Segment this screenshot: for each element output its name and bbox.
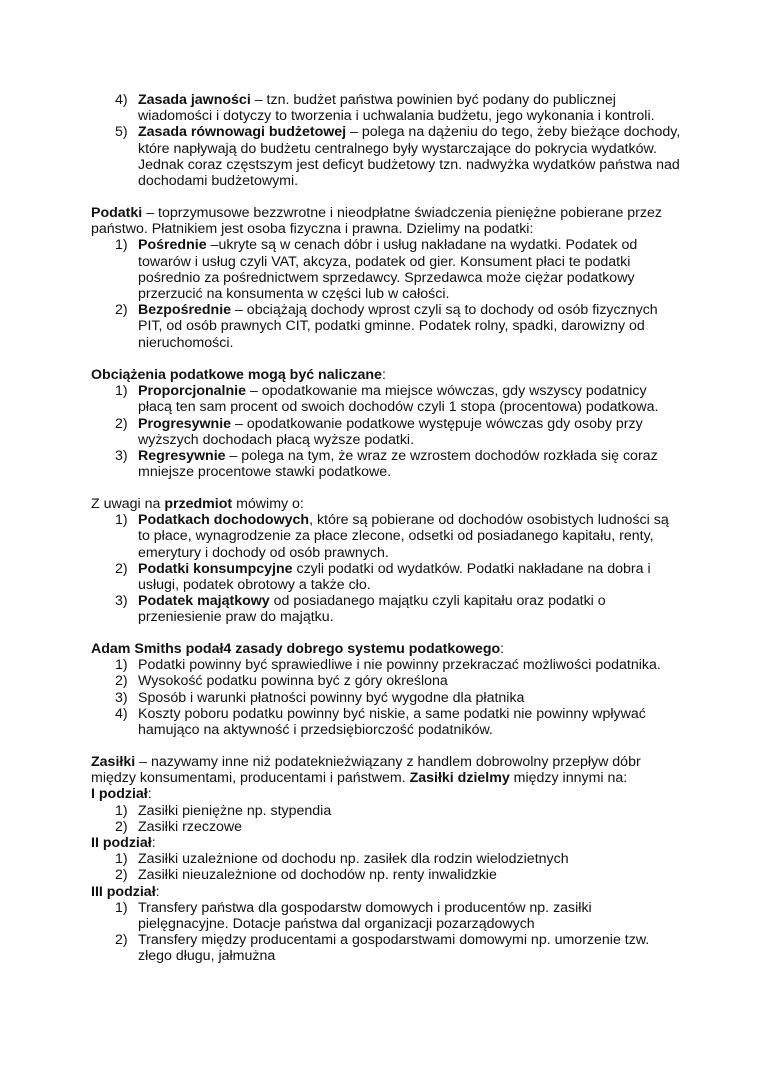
list-text: Wysokość podatku powinna być z góry określona xyxy=(138,673,448,690)
term-description: – polega na dążeniu do tego, żeby bieżące dochody, które napływają do budżetu centralnego były wystarczające do pokrycia wydatków. Jednak coraz częstszym jest deficyt budżetowy tzn. nadwyżka wydatków państwa nad dochodami budżetowymi. xyxy=(138,124,681,190)
tax-burden-section xyxy=(91,367,666,480)
list-number: 1) xyxy=(115,657,128,674)
list-item xyxy=(91,867,661,883)
list-text: Transfery państwa dla gospodarstw domowych i producentów np. zasiłki pielęgnacyjne. Dotacje państwa dal organizacji pozarządowych xyxy=(138,899,592,933)
division-heading xyxy=(91,835,661,851)
subject-term: przedmiot xyxy=(164,496,233,512)
budget-principles-section xyxy=(91,92,681,189)
term-description: – polega na tym, że wraz ze wzrostem dochodów rozkłada się coraz mniejsze procentowe stawki podatkowe. xyxy=(138,448,658,481)
smith-section xyxy=(91,641,671,738)
term-description: – opodatkowanie podatkowe występuje wówczas gdy osoby przy wyższych dochodach płacą wyższe podatki. xyxy=(138,415,643,448)
list-item xyxy=(91,561,676,593)
heading-bold: Adam Smiths podał4 zasady dobrego systemu podatkowego xyxy=(91,641,501,657)
list-number: 2) xyxy=(115,673,128,690)
term-bold: Podatki konsumpcyjne xyxy=(138,560,293,577)
list-item xyxy=(91,657,671,673)
subject-tail: mówimy o: xyxy=(232,496,304,512)
list-number: 3) xyxy=(115,689,128,706)
list-number: 1) xyxy=(115,802,128,819)
term-bold: Zasada jawności xyxy=(138,92,251,108)
list-item xyxy=(91,124,681,189)
term-description: , które są pobierane od dochodów osobistych ludności są to płace, wynagrodzenie za płace zlecone, odsetki od posiadanego kapitału, renty, emerytury i dochody od osób prawnych. xyxy=(138,512,669,561)
division-heading-tail: : xyxy=(147,786,152,803)
division-heading xyxy=(91,884,661,900)
list-item xyxy=(91,593,676,625)
term-bold: Podatkach dochodowych xyxy=(138,512,310,529)
tax-burden-heading xyxy=(91,367,666,383)
division-heading xyxy=(91,786,661,802)
list-item xyxy=(91,706,671,738)
budget-principles-list xyxy=(91,92,681,189)
list-number: 4) xyxy=(115,705,128,722)
smith-list xyxy=(91,657,671,738)
term-description: od posiadanego majątku czyli kapitału oraz podatki o przeniesienie praw do majątku. xyxy=(138,593,606,626)
term-description: – obciążają dochody wprost czyli są to dochody od osób fizycznych PIT, od osób prawnych CIT, podatki gminne. Podatek rolny, spadki, darowizny od nieruchomości. xyxy=(138,302,658,351)
list-number: 1) xyxy=(115,851,128,868)
subject-list xyxy=(91,512,676,625)
division-list xyxy=(91,851,661,883)
list-item xyxy=(91,302,666,351)
benefits-definition xyxy=(91,754,661,786)
division-list xyxy=(91,803,661,835)
benefits-term-2: Zasiłki dzielmy xyxy=(409,770,510,787)
list-text: Podatki powinny być sprawiedliwe i nie powinny przekraczać możliwości podatnika. xyxy=(138,657,661,674)
subject-lead: Z uwagi na xyxy=(91,496,165,512)
heading-bold: Obciążenia podatkowe mogą być naliczane xyxy=(91,367,382,383)
list-number: 3) xyxy=(115,448,128,465)
division-heading-tail: : xyxy=(155,883,160,900)
list-text: Zasiłki uzależnione od dochodu np. zasiłek dla rodzin wielodzietnych xyxy=(138,851,569,868)
list-item xyxy=(91,92,681,124)
term-description: – tzn. budżet państwa powinien być podany do publicznej wiadomości i dotyczy to tworzenia i uchwalania budżetu, jego wykonania i kontroli. xyxy=(138,92,655,125)
benefits-term: Zasiłki xyxy=(91,754,136,770)
list-text: Koszty poboru podatku powinny być niskie, a same podatki nie powinny wpływać hamująco na aktywność i przedsiębiorczość podatników. xyxy=(138,705,646,739)
list-number: 1) xyxy=(115,512,128,529)
division-heading-bold: III podział xyxy=(91,883,156,900)
list-text: Zasiłki pieniężne np. stypendia xyxy=(138,802,332,819)
list-item xyxy=(91,448,666,480)
list-item xyxy=(91,383,666,415)
division-list xyxy=(91,900,661,965)
list-number: 5) xyxy=(115,124,128,141)
list-item xyxy=(91,851,661,867)
benefits-section xyxy=(91,754,661,965)
list-number: 4) xyxy=(115,92,128,108)
taxes-definition-text: – toprzymusowe bezzwrotne i nieodpłatne świadczenia pieniężne pobierane przez państwo. Płatnikiem jest osoba fizyczna i prawna. Dzielimy na podatki: xyxy=(91,205,662,238)
list-number: 2) xyxy=(115,818,128,835)
subject-heading xyxy=(91,496,676,512)
taxes-definition xyxy=(91,205,666,237)
list-number: 2) xyxy=(115,867,128,884)
list-item xyxy=(91,512,676,561)
list-number: 1) xyxy=(115,237,128,254)
list-item xyxy=(91,237,666,302)
list-item xyxy=(91,673,671,689)
term-bold: Progresywnie xyxy=(138,415,232,432)
division-heading-tail: : xyxy=(151,835,156,852)
list-item xyxy=(91,416,666,448)
taxes-list xyxy=(91,237,666,350)
list-item xyxy=(91,819,661,835)
list-item xyxy=(91,690,671,706)
list-number: 1) xyxy=(115,899,128,916)
term-bold: Regresywnie xyxy=(138,448,226,465)
benefits-definition-tail: między innymi na: xyxy=(509,770,628,787)
list-number: 2) xyxy=(115,302,128,319)
division-heading-bold: II podział xyxy=(91,835,152,852)
benefits-definition-text: – nazywamy inne niż podateknieżwiązany z handlem dobrowolny przepływ dóbr między konsumentami, producentami i państwem. xyxy=(91,754,641,787)
term-bold: Bezpośrednie xyxy=(138,302,232,319)
smith-heading xyxy=(91,641,671,657)
list-item xyxy=(91,803,661,819)
term-bold: Zasada równowagi budżetowej xyxy=(138,124,347,141)
term-description: czyli podatki od wydatków. Podatki nakładane na dobra i usługi, podatek obrotowy a także cło. xyxy=(138,560,651,594)
list-number: 1) xyxy=(115,383,128,400)
list-number: 3) xyxy=(115,593,128,610)
list-item xyxy=(91,900,661,932)
term-description: – opodatkowanie ma miejsce wówczas, gdy wszyscy podatnicy płacą ten sam procent od swoich dochodów czyli 1 stopa (procentowa) podatkowa. xyxy=(138,383,659,416)
list-item xyxy=(91,932,661,964)
term-bold: Podatek majątkowy xyxy=(138,593,270,610)
list-number: 2) xyxy=(115,560,128,577)
term-description: –ukryte są w cenach dóbr i usług nakładane na wydatki. Podatek od towarów i usług czyli VAT, akcyza, podatek od gier. Konsument płaci te podatki pośrednio za pośrednictwem sprzedawcy. Sprzedawca może ciężar podatkowy przerzucić na konsumenta w części lub w całości. xyxy=(138,237,638,303)
list-text: Zasiłki rzeczowe xyxy=(138,818,243,835)
term-bold: Pośrednie xyxy=(138,237,207,254)
list-number: 2) xyxy=(115,932,128,949)
term-bold: Proporcjonalnie xyxy=(138,383,246,400)
taxes-section xyxy=(91,205,666,351)
tax-burden-list xyxy=(91,383,666,480)
division-heading-bold: I podział xyxy=(91,786,148,803)
list-number: 2) xyxy=(115,415,128,432)
heading-tail: : xyxy=(381,367,386,383)
list-text: Zasiłki nieuzależnione od dochodów np. renty inwalidzkie xyxy=(138,867,497,884)
subject-section xyxy=(91,496,676,626)
taxes-term: Podatki xyxy=(91,205,143,221)
heading-tail: : xyxy=(500,641,505,657)
list-text: Transfery między producentami a gospodarstwami domowymi np. umorzenie tzw. złego długu, jałmużna xyxy=(138,932,650,965)
list-text: Sposób i warunki płatności powinny być wygodne dla płatnika xyxy=(138,689,525,706)
